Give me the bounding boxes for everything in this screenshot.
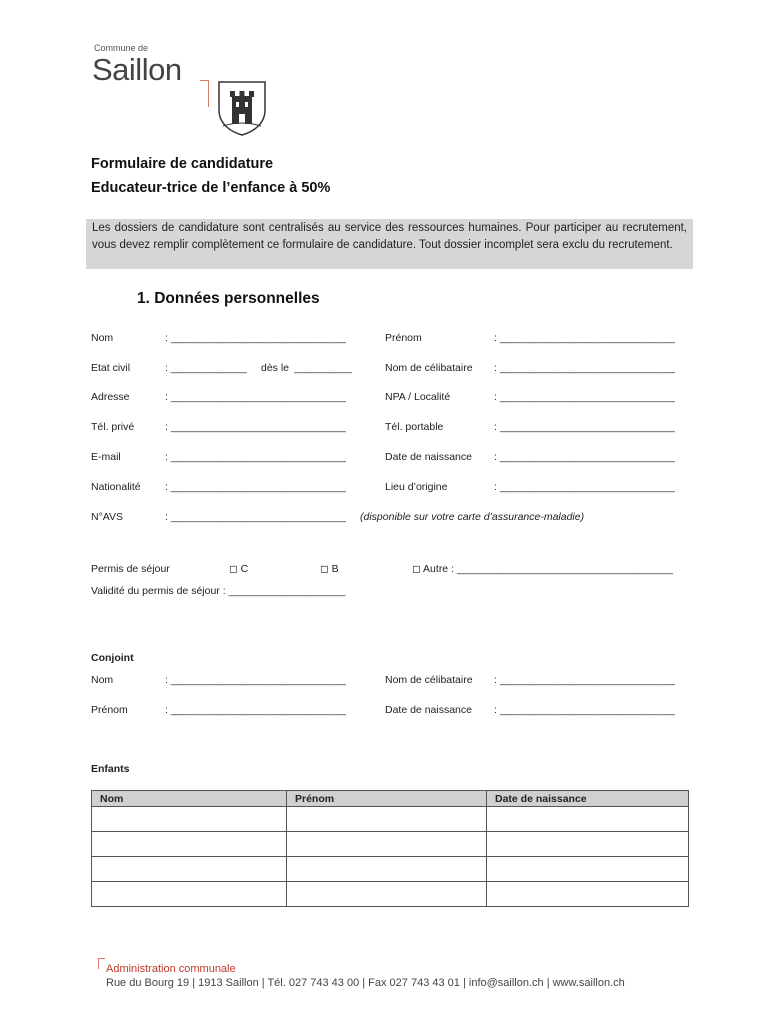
table-cell[interactable] <box>92 807 287 832</box>
label-conjoint-prenom: Prénom <box>91 704 128 716</box>
column-header-prenom: Prénom <box>287 791 487 807</box>
table-row <box>92 857 689 882</box>
enfants-heading: Enfants <box>91 763 130 775</box>
field-tel-prive[interactable]: : ______________________________ <box>165 421 347 433</box>
field-prenom[interactable]: : ______________________________ <box>494 332 676 344</box>
label-nom-celibataire: Nom de célibataire <box>385 362 473 374</box>
table-cell[interactable] <box>287 857 487 882</box>
label-conjoint-nom-celibataire: Nom de célibataire <box>385 674 473 686</box>
footer-contact: Rue du Bourg 19 | 1913 Saillon | Tél. 027 743 43 00 | Fax 027 743 43 01 | info@saillon.ch | www.saillon.ch <box>106 977 625 989</box>
field-nom[interactable]: : ______________________________ <box>165 332 347 344</box>
label-prenom: Prénom <box>385 332 422 344</box>
field-conjoint-nom-celibataire[interactable]: : ______________________________ <box>494 674 676 686</box>
field-lieu-origine[interactable]: : ______________________________ <box>494 481 676 493</box>
label-npa: NPA / Localité <box>385 391 451 403</box>
section-title: 1. Données personnelles <box>137 290 320 307</box>
field-conjoint-nom[interactable]: : ______________________________ <box>165 674 347 686</box>
field-email[interactable]: : ______________________________ <box>165 451 347 463</box>
label-email: E-mail <box>91 451 121 463</box>
column-header-date-naissance: Date de naissance <box>487 791 689 807</box>
label-date-naissance: Date de naissance <box>385 451 472 463</box>
footer-title: Administration communale <box>106 963 236 975</box>
checkbox-permis-autre[interactable]: ◻ Autre : _____________________________________ <box>412 563 673 575</box>
table-row <box>92 882 689 907</box>
field-tel-portable[interactable]: : ______________________________ <box>494 421 676 433</box>
field-avs[interactable]: : ______________________________ <box>165 511 347 523</box>
checkbox-permis-b[interactable]: ◻ B <box>320 563 339 575</box>
footer-accent-mark <box>98 958 105 969</box>
label-avs: N°AVS <box>91 511 124 523</box>
field-validite-permis[interactable]: Validité du permis de séjour : ____________________ <box>91 585 346 597</box>
enfants-table <box>91 790 689 907</box>
label-nationalite: Nationalité <box>91 481 141 493</box>
intro-notice: Les dossiers de candidature sont centralisés au service des ressources humaines. Pour participer au recrutement, vous devez remplir complètement ce formulaire de candidature. Tout dossier incomplet sera exclu du recrutement. <box>86 219 693 269</box>
table-cell[interactable] <box>287 832 487 857</box>
field-nom-celibataire[interactable]: : ______________________________ <box>494 362 676 374</box>
field-npa[interactable]: : ______________________________ <box>494 391 676 403</box>
column-header-nom: Nom <box>92 791 287 807</box>
field-nationalite[interactable]: : ______________________________ <box>165 481 347 493</box>
table-cell[interactable] <box>487 882 689 907</box>
table-cell[interactable] <box>287 882 487 907</box>
table-cell[interactable] <box>287 807 487 832</box>
label-nom: Nom <box>91 332 114 344</box>
table-row <box>92 832 689 857</box>
label-lieu-origine: Lieu d’origine <box>385 481 448 493</box>
logo-wordmark: Saillon <box>92 52 182 87</box>
field-etat-civil[interactable]: : _____________ <box>165 362 247 374</box>
label-tel-prive: Tél. privé <box>91 421 135 433</box>
label-conjoint-date-naissance: Date de naissance <box>385 704 472 716</box>
table-cell[interactable] <box>487 857 689 882</box>
label-conjoint-nom: Nom <box>91 674 114 686</box>
coat-of-arms-icon <box>217 80 267 136</box>
label-adresse: Adresse <box>91 391 130 403</box>
avs-note: (disponible sur votre carte d’assurance-maladie) <box>360 511 585 523</box>
logo-accent-line <box>200 80 209 107</box>
checkbox-permis-c[interactable]: ◻ C <box>229 563 249 575</box>
label-etat-civil: Etat civil <box>91 362 131 374</box>
table-row <box>92 807 689 832</box>
field-des-le[interactable]: __________ <box>294 362 353 374</box>
field-conjoint-prenom[interactable]: : ______________________________ <box>165 704 347 716</box>
job-title: Educateur-trice de l’enfance à 50% <box>91 180 331 196</box>
field-adresse[interactable]: : ______________________________ <box>165 391 347 403</box>
form-title: Formulaire de candidature <box>91 156 274 172</box>
table-cell[interactable] <box>487 832 689 857</box>
label-tel-portable: Tél. portable <box>385 421 444 433</box>
table-cell[interactable] <box>487 807 689 832</box>
conjoint-heading: Conjoint <box>91 652 134 664</box>
field-date-naissance[interactable]: : ______________________________ <box>494 451 676 463</box>
table-cell[interactable] <box>92 832 287 857</box>
table-cell[interactable] <box>92 882 287 907</box>
logo-caption: Commune de <box>94 43 149 53</box>
table-cell[interactable] <box>92 857 287 882</box>
label-des-le: dès le <box>261 362 290 374</box>
field-conjoint-date-naissance[interactable]: : ______________________________ <box>494 704 676 716</box>
label-permis: Permis de séjour <box>91 563 170 575</box>
